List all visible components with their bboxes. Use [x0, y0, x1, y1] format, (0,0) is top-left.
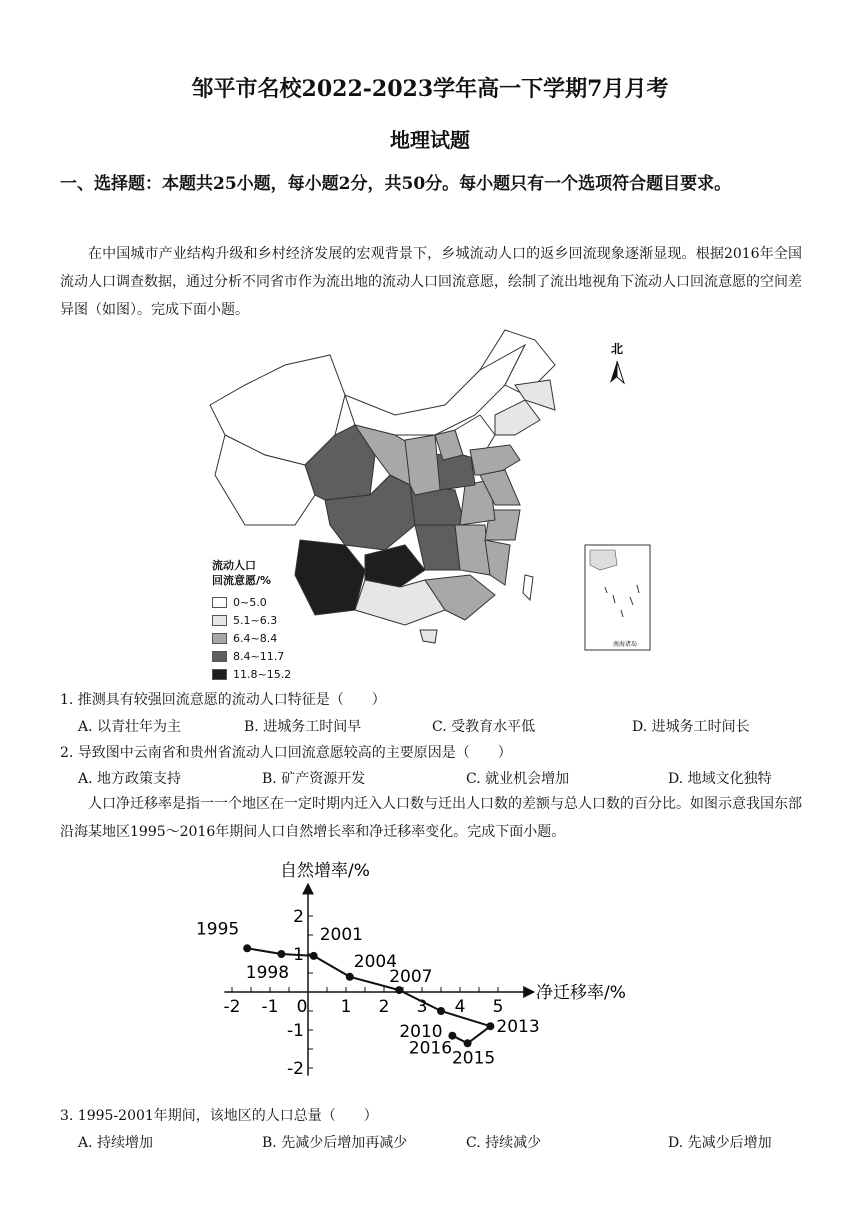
passage-1: 在中国城市产业结构升级和乡村经济发展的宏观背景下，乡城流动人口的返乡回流现象逐渐显现。根据2016年全国流动人口调查数据，通过分析不同省市作为流出地的流动人口回流意愿，绘制了流出地视角下流动人口回流意愿的空间差异图（如图）。完成下面小题。 — [60, 246, 802, 318]
data-point — [243, 944, 251, 952]
data-label: 1995 — [195, 919, 240, 940]
data-label: 1998 — [245, 963, 290, 983]
question-2-option-d[interactable]: D. 地域文化独特 — [668, 771, 772, 787]
legend-item: 5.1~6.3 — [212, 612, 291, 628]
x-tick-label: 2 — [378, 997, 390, 1017]
data-label: 2010 — [399, 1022, 443, 1042]
question-1-option-d[interactable]: D. 进城务工时间长 — [632, 719, 750, 735]
section-heading: 一、选择题：本题共25小题，每小题2分，共50分。每小题只有一个选项符合题目要求。 — [60, 174, 732, 194]
x-tick-label: -1 — [261, 997, 279, 1017]
legend-item: 8.4~11.7 — [212, 648, 291, 664]
question-2-option-b[interactable]: B. 矿产资源开发 — [262, 771, 366, 787]
south-china-sea-inset — [585, 545, 650, 650]
page-title: 邹平市名校2022-2023学年高一下学期7月月考 — [191, 76, 669, 102]
data-point — [437, 1007, 445, 1015]
data-point — [486, 1022, 494, 1030]
north-arrow-icon — [610, 361, 624, 383]
map-legend — [212, 558, 291, 682]
data-point — [346, 973, 354, 981]
x-tick-label: 5 — [492, 997, 504, 1017]
question-1-option-b[interactable]: B. 进城务工时间早 — [244, 719, 362, 735]
question-3-stem: 3. 1995-2001年期间，该地区的人口总量（ ） — [60, 1108, 378, 1124]
question-3-option-a[interactable]: A. 持续增加 — [78, 1135, 154, 1151]
province-fujian — [485, 540, 510, 585]
province-yunnan — [295, 540, 365, 615]
x-tick-label: 3 — [416, 997, 428, 1017]
page-subtitle: 地理试题 — [390, 128, 470, 152]
province-jiangxi — [455, 525, 490, 575]
y-axis-label: 自然增率/% — [280, 861, 370, 882]
data-label: 2001 — [319, 924, 363, 945]
province-guizhou — [365, 545, 425, 587]
question-1-stem: 1. 推测具有较强回流意愿的流动人口特征是（ ） — [60, 692, 386, 708]
passage-2: 人口净迁移率是指一一个地区在一定时期内迁入人口数与迁出人口数的差额与总人口数的百分比。如图示意我国东部沿海某地区1995～2016年期间人口自然增长率和净迁移率变化。完成下面小题。 — [60, 796, 802, 840]
x-tick-label: -2 — [223, 997, 241, 1017]
data-point — [395, 986, 403, 994]
legend-item: 11.8~15.2 — [212, 666, 291, 682]
legend-item: 6.4~8.4 — [212, 630, 291, 646]
question-2-stem: 2. 导致图中云南省和贵州省流动人口回流意愿较高的主要原因是（ ） — [60, 745, 512, 761]
province-hainan — [420, 630, 437, 643]
legend-title-1: 流动人口 — [212, 559, 256, 572]
question-3-option-d[interactable]: D. 先减少后增加 — [668, 1135, 772, 1151]
y-tick-label: -1 — [287, 1021, 304, 1041]
inset-label: 南海诸岛 — [612, 641, 638, 648]
data-point — [277, 950, 285, 958]
province-liaoning — [495, 400, 540, 435]
data-label: 2007 — [389, 967, 433, 988]
data-label: 2004 — [353, 951, 398, 972]
y-tick-label: 2 — [293, 907, 304, 927]
growth-migration-chart — [195, 861, 660, 1102]
data-label: 2016 — [408, 1038, 453, 1059]
y-tick-label: -2 — [287, 1059, 304, 1079]
province-hunan — [415, 525, 460, 570]
question-2-option-a[interactable]: A. 地方政策支持 — [78, 771, 182, 787]
legend-item: 0~5.0 — [212, 594, 291, 610]
x-tick-label: 0 — [296, 997, 308, 1017]
x-axis-label: 净迁移率/% — [536, 983, 626, 1003]
question-3-option-b[interactable]: B. 先减少后增加再减少 — [262, 1135, 408, 1151]
question-3-option-c[interactable]: C. 持续减少 — [466, 1135, 542, 1151]
data-point — [310, 952, 318, 960]
x-tick-label: 4 — [454, 997, 466, 1017]
legend-title-2: 回流意愿/% — [212, 574, 272, 587]
question-1-option-a[interactable]: A. 以青壮年为主 — [78, 719, 182, 735]
data-label: 2015 — [451, 1048, 496, 1069]
x-tick-label: 1 — [340, 997, 352, 1017]
north-label: 北 — [610, 342, 624, 356]
question-2-option-c[interactable]: C. 就业机会增加 — [466, 771, 570, 787]
province-shaanxi — [405, 435, 440, 495]
data-label: 2013 — [496, 1017, 540, 1038]
question-1-option-c[interactable]: C. 受教育水平低 — [432, 719, 536, 735]
data-point — [464, 1039, 472, 1047]
y-tick-label: 1 — [293, 945, 304, 965]
province-shandong — [470, 445, 520, 475]
province-taiwan — [523, 575, 533, 600]
